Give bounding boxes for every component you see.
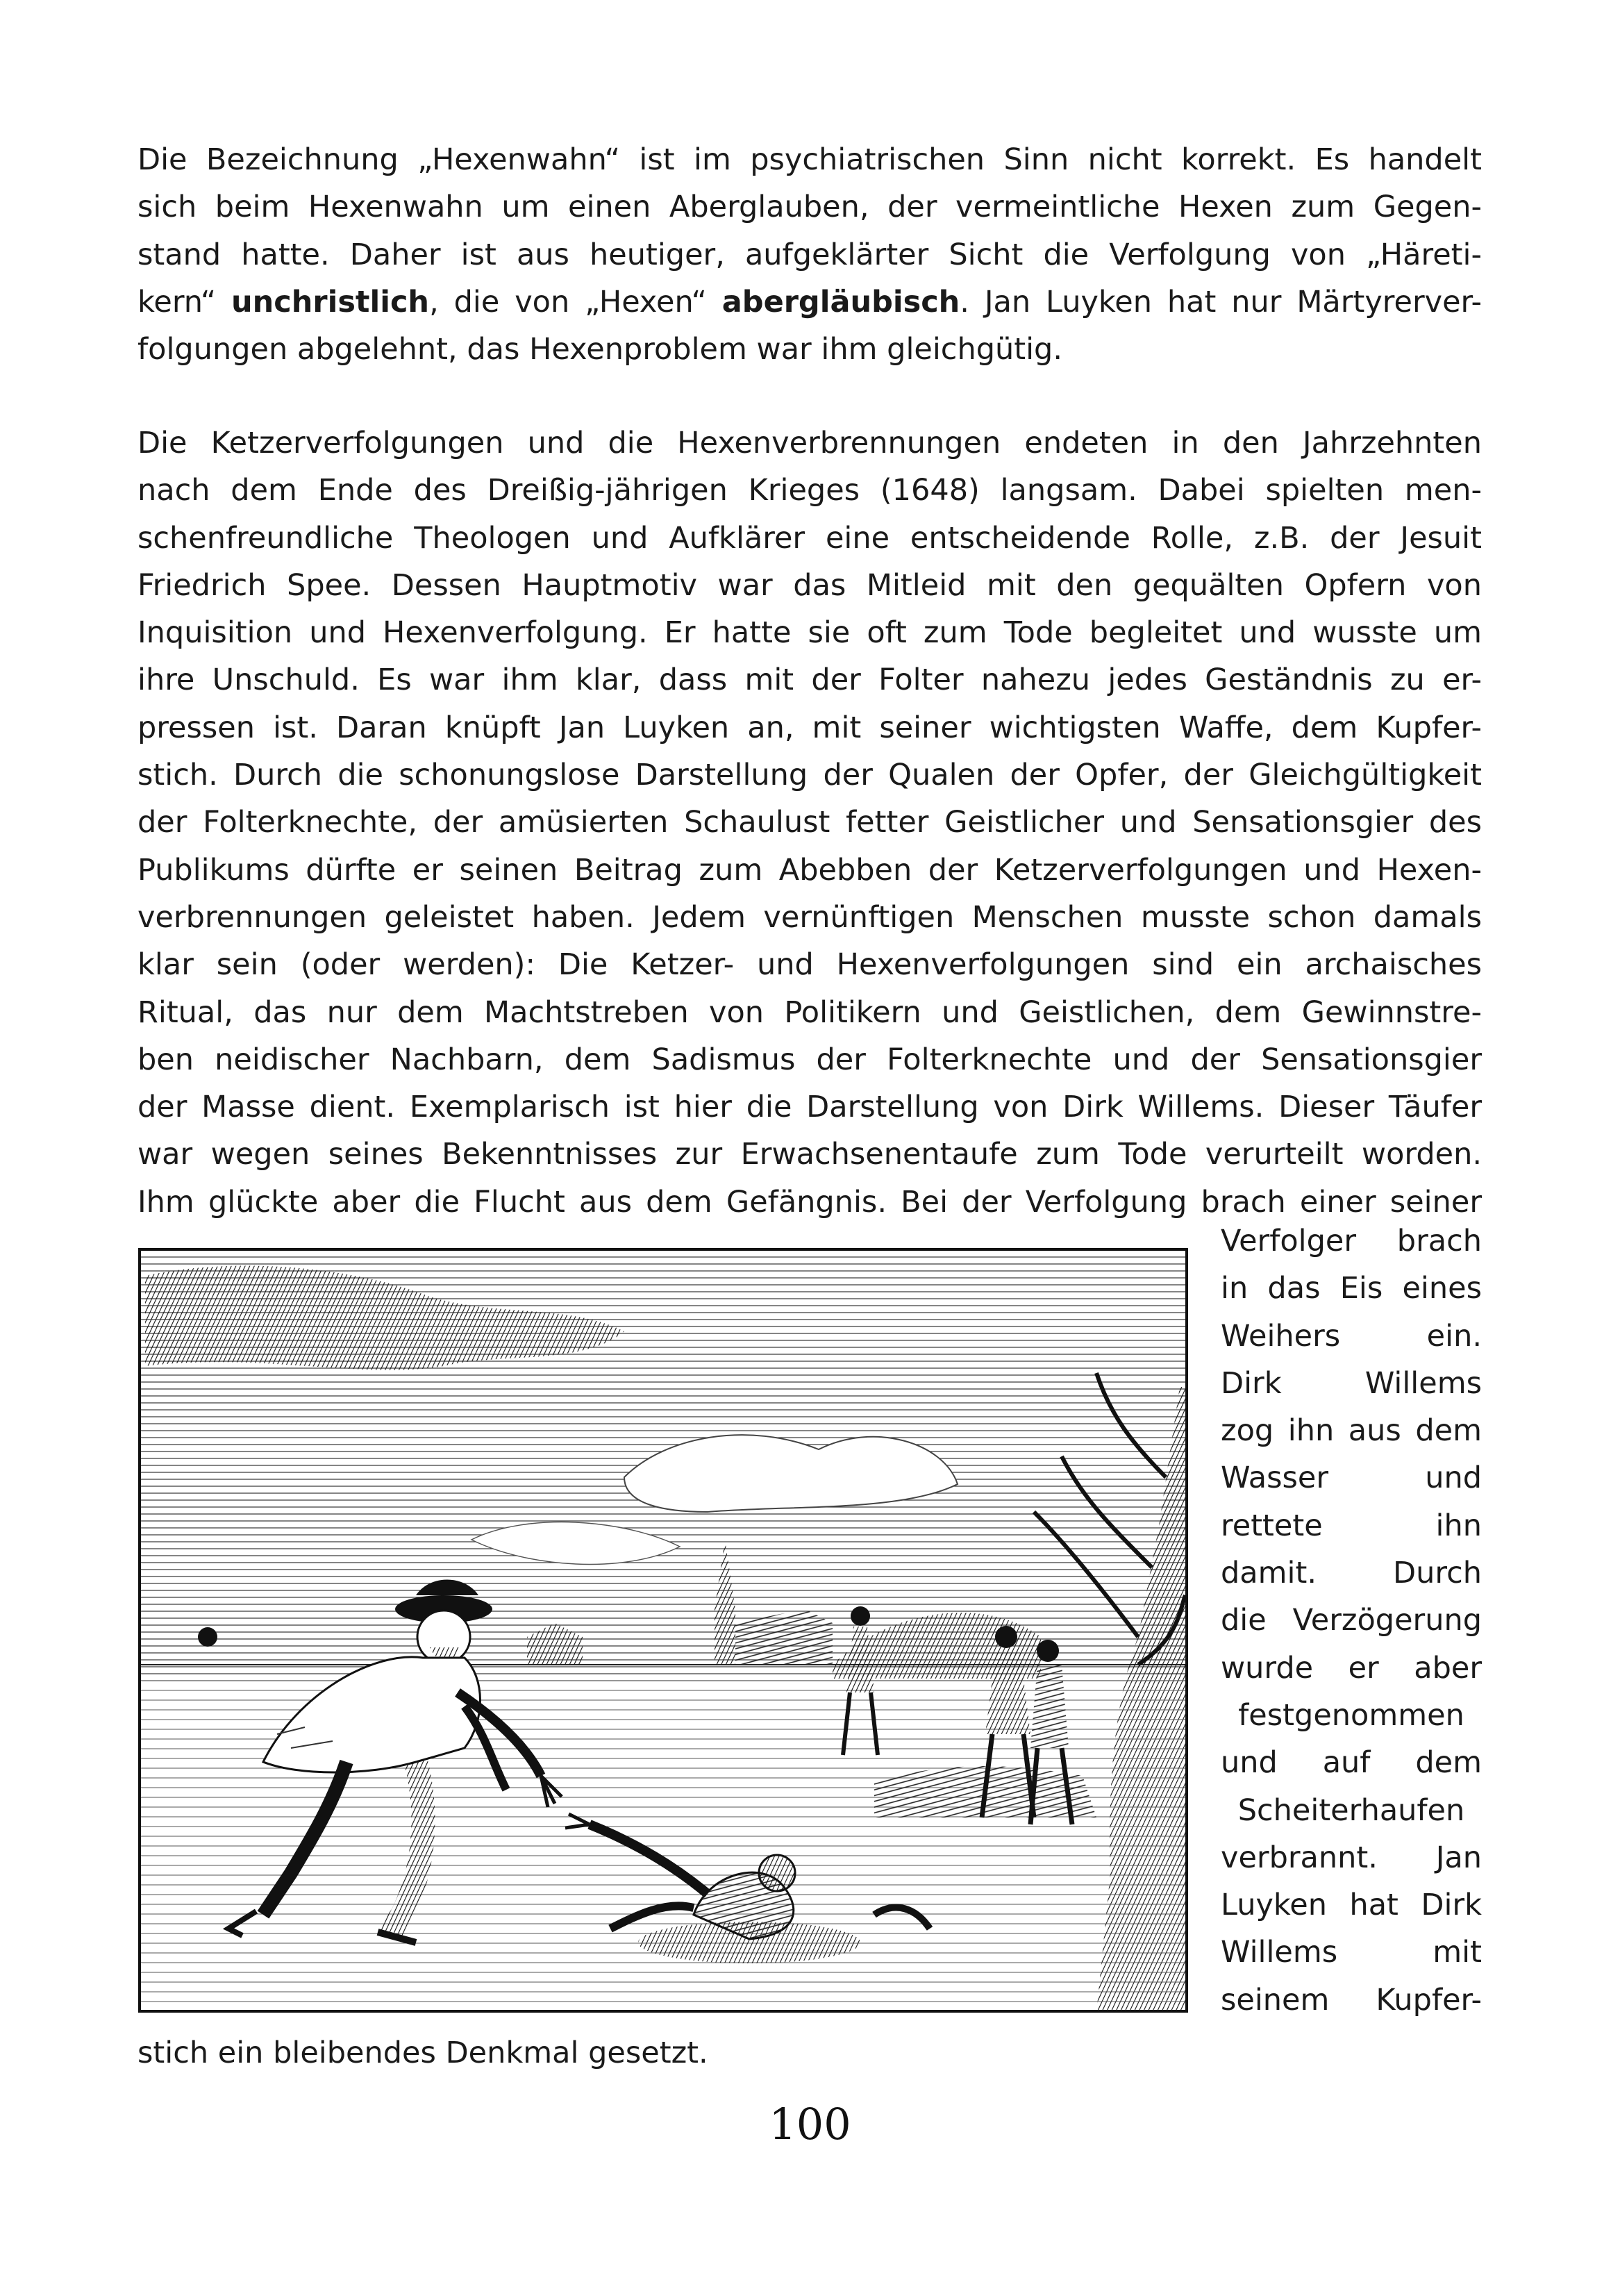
paragraph-ketzerverfolgungen <box>137 419 1482 1226</box>
text-line: verbrannt. Jan <box>1221 1840 1482 1875</box>
text-line: der Folterknechte, der amüsierten Schaulust fetter Geistlicher und Sensationsgier des <box>137 805 1482 840</box>
text-line: Weihers ein. <box>1221 1318 1482 1354</box>
text-line: Ihm glückte aber die Flucht aus dem Gefängnis. Bei der Verfolgung brach einer seiner <box>137 1184 1482 1220</box>
text-run: kern“ <box>137 284 232 319</box>
text-line: Luyken hat Dirk <box>1221 1888 1482 1923</box>
text-line: schenfreundliche Theologen und Aufklärer eine entscheidende Rolle, z.B. der Jesuit <box>137 520 1482 556</box>
text-line: nach dem Ende des Dreißig-jährigen Krieges (1648) langsam. Dabei spielten men- <box>137 473 1482 508</box>
text-run: , die von „Hexen“ <box>429 284 722 319</box>
text-line: Friedrich Spee. Dessen Hauptmotiv war das Mitleid mit den gequälten Opfern von <box>137 567 1482 603</box>
text-line: der Masse dient. Exemplarisch ist hier die Darstellung von Dirk Willems. Dieser Täufer <box>137 1090 1482 1125</box>
text-line <box>137 278 1482 326</box>
text-line: rettete ihn <box>1221 1508 1482 1543</box>
text-line: Ritual, das nur dem Machtstreben von Politikern und Geistlichen, dem Gewinnstre- <box>137 995 1482 1030</box>
text-run: . Jan Luyken hat nur Märtyrerver- <box>960 284 1482 319</box>
text-line: war wegen seines Bekenntnisses zur Erwachsenentaufe zum Tode verurteilt worden. <box>137 1137 1482 1172</box>
text-line: Die Ketzerverfolgungen und die Hexenverbrennungen endeten in den Jahrzehnten <box>137 426 1482 460</box>
text-line: wurde er aber <box>1221 1650 1482 1686</box>
text-line: Wasser und <box>1221 1461 1482 1496</box>
text-line: Inquisition und Hexenverfolgung. Er hatte sie oft zum Tode begleitet und wusste um <box>137 615 1482 651</box>
text-line: damit. Durch <box>1221 1556 1482 1591</box>
text-line: pressen ist. Daran knüpft Jan Luyken an, mit seiner wichtigsten Waffe, dem Kupfer- <box>137 710 1482 745</box>
text-line: festgenommen <box>1238 1697 1464 1733</box>
text-line: seinem Kupfer- <box>1221 1982 1482 2018</box>
bold-term-aberglaeubisch: abergläubisch <box>721 284 960 319</box>
text-line: in das Eis eines <box>1221 1271 1482 1306</box>
bold-term-unchristlich: unchristlich <box>231 284 430 319</box>
text-line: zog ihn aus dem <box>1221 1413 1482 1449</box>
text-line: stich. Durch die schonungslose Darstellung der Qualen der Opfer, der Gleichgültigkeit <box>137 758 1482 793</box>
text-line: klar sein (oder werden): Die Ketzer- und Hexenverfolgungen sind ein archaisches <box>137 947 1482 983</box>
text-line: ben neidischer Nachbarn, dem Sadismus der Folterknechte und der Sensationsgier <box>137 1042 1482 1077</box>
text-line: Die Bezeichnung „Hexenwahn“ ist im psychiatrischen Sinn nicht korrekt. Es handelt <box>137 142 1482 177</box>
text-line: sich beim Hexenwahn um einen Aberglauben, der vermeintliche Hexen zum Gegen- <box>137 190 1482 225</box>
text-line: Willems mit <box>1221 1935 1482 1970</box>
wrapped-text-column <box>1221 1217 1482 2024</box>
text-line: ihre Unschuld. Es war ihm klar, dass mit der Folter nahezu jedes Geständnis zu er- <box>137 663 1482 698</box>
text-line: die Verzögerung <box>1221 1603 1482 1638</box>
engraving-dirk-willems-illustration <box>138 1248 1188 2013</box>
page-number: 100 <box>769 2099 851 2149</box>
paragraph-hexenwahn <box>137 136 1482 373</box>
text-line: Scheiterhaufen <box>1237 1792 1465 1828</box>
text-line: und auf dem <box>1221 1745 1482 1781</box>
text-line: Publikums dürfte er seinen Beitrag zum Abebben der Ketzerverfolgungen und Hexen- <box>137 852 1482 888</box>
text-line: Verfolger brach <box>1221 1224 1482 1258</box>
text-line: verbrennungen geleistet haben. Jedem vernünftigen Menschen musste schon damals <box>137 899 1482 935</box>
paragraph-tail-line: stich ein bleibendes Denkmal gesetzt. <box>137 2036 708 2070</box>
distant-figure <box>198 1627 217 1647</box>
text-line: Dirk Willems <box>1221 1365 1482 1401</box>
text-line: stand hatte. Daher ist aus heutiger, aufgeklärter Sicht die Verfolgung von „Häreti- <box>137 237 1482 272</box>
text-line: folgungen abgelehnt, das Hexenproblem war ihm gleichgütig. <box>137 332 1063 367</box>
